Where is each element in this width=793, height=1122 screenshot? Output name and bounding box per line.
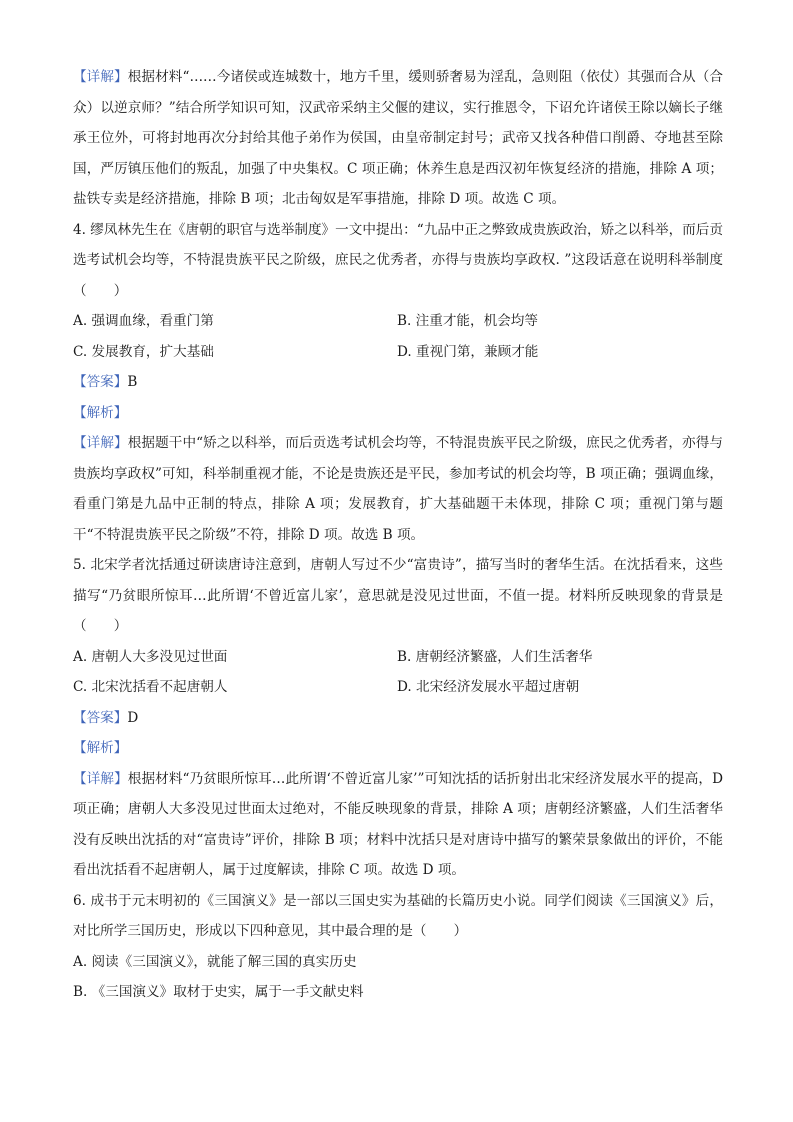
q3-detail (73, 62, 723, 215)
q5-option-c: C. 北宋沈括看不起唐朝人 (73, 679, 228, 695)
q5-detail-tag: 【详解】 (73, 770, 128, 787)
q4-answer-tag: 【答案】 (73, 374, 128, 390)
q5-detail-text: 根据材料“乃贫眼所惊耳…此所谓‘不曾近富儿家’”可知沈括的话折射出北宋经济发展水平的提高，D 项正确；唐朝人大多没见过世面太过绝对，不能反映现象的背景，排除 A 项；唐朝经济繁盛，人们生活奢华没有反映出沈括的对“富贵诗”评价，排除 B 项；材料中沈括只是对唐诗中描写的繁荣景象做出的评价，不能看出沈括看不起唐朝人，属于过度解读，排除 C 项。故选 D 项。 (73, 770, 724, 878)
q6-option-a: A. 阅读《三国演义》，就能了解三国的真实历史 (73, 953, 357, 970)
q4-options-row-2 (73, 337, 723, 368)
q4-answer-value: B (127, 374, 138, 390)
q4-option-a: A. 强调血缘，看重门第 (73, 313, 214, 329)
q5-analysis-tag: 【解析】 (73, 740, 128, 756)
q4-detail (73, 428, 723, 550)
q4-detail-tag: 【详解】 (73, 435, 128, 451)
q5-answer-tag: 【答案】 (73, 709, 128, 726)
q3-detail-text: 根据材料“……今诸侯或连城数十，地方千里，缓则骄奢易为淫乱，急则阻（依仗）其强而合从（合众）以逆京师？”结合所学知识可知，汉武帝采纳主父偃的建议，实行推恩令，下诏允许诸侯王除以嫡长子继承王位外，可将封地再次分封给其他子弟作为侯国，由皇帝制定封号；武帝又找各种借口削爵、夺地甚至除国，严厉镇压他们的叛乱，加强了中央集权。C 项正确；休养生息是西汉初年恢复经济的措施，排除 A 项；盐铁专卖是经济措施，排除 B 项；北击匈奴是军事措施，排除 D 项。故选 C 项。 (73, 69, 724, 207)
q4-stem: 4. 缪凤林先生在《唐朝的职官与选举制度》一文中提出：“九品中正之弊致成贵族政治，矫之以科举，而后贡选考试机会均等，不特混贵族平民之阶级，庶民之优秀者，亦得与贵族均享政权. ”这段话意在说明科举制度（ ） (73, 221, 723, 299)
q5-stem: 5. 北宋学者沈括通过研读唐诗注意到，唐朝人写过不少“富贵诗”，描写当时的奢华生活。在沈括看来，这些描写“乃贫眼所惊耳…此所谓‘不曾近富儿家’，意思就是没见过世面，不值一提。材料所反映现象的背景是（ ） (73, 557, 723, 634)
q5-options-row-2 (73, 672, 723, 703)
q5-options-row-1 (73, 642, 723, 673)
q4-option-d: D. 重视门第，兼顾才能 (397, 343, 539, 360)
q5-option-a: A. 唐朝人大多没见过世面 (73, 648, 228, 665)
document-content (73, 62, 723, 1008)
q4-detail-text: 根据题干中“矫之以科举，而后贡选考试机会均等，不特混贵族平民之阶级，庶民之优秀者，亦得与贵族均享政权”可知，科举制重视才能，不论是贵族还是平民，参加考试的机会均等，B 项正确；强调血缘，看重门第是九品中正制的特点，排除 A 项；发展教育，扩大基础题干未体现，排除 C 项；重视门第与题干“不特混贵族平民之阶级”不符，排除 D 项。故选 B 项。 (73, 435, 724, 543)
q4-answer (73, 367, 723, 398)
q4-options-row-1 (73, 306, 723, 337)
q3-detail-tag: 【详解】 (73, 69, 128, 85)
q4-analysis-tag: 【解析】 (73, 404, 128, 421)
q5-option-d: D. 北宋经济发展水平超过唐朝 (397, 679, 580, 695)
q6-stem: 6. 成书于元末明初的《三国演义》是一部以三国史实为基础的长篇历史小说。同学们阅读《三国演义》后，对比所学三国历史，形成以下四种意见，其中最合理的是（ ） (73, 892, 723, 939)
q5-option-b: B. 唐朝经济繁盛，人们生活奢华 (397, 648, 593, 665)
q6-option-b: B. 《三国演义》取材于史实，属于一手文献史料 (73, 984, 364, 1000)
q4-option-c: C. 发展教育，扩大基础 (73, 343, 214, 360)
q5-answer-value: D (127, 709, 139, 726)
q5-answer (73, 703, 723, 734)
q5-detail (73, 764, 723, 886)
q4-option-b: B. 注重才能，机会均等 (397, 313, 538, 329)
